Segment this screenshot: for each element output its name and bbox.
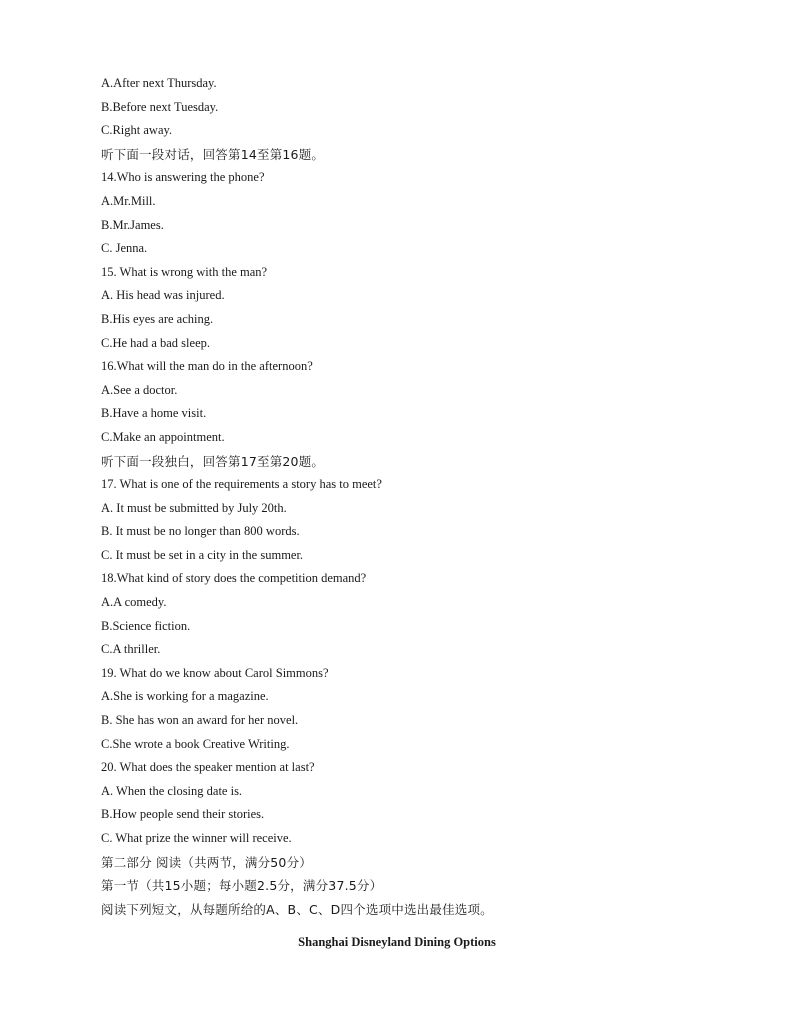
- text-line: C.Right away.: [101, 123, 173, 138]
- text-line: C. Jenna.: [101, 241, 148, 256]
- section-instruction: 第二部分 阅读（共两节，满分50分）: [101, 854, 312, 870]
- text-line: 19. What do we know about Carol Simmons?: [101, 665, 329, 680]
- document-body: [101, 72, 721, 921]
- text-line: B.How people send their stories.: [101, 807, 265, 822]
- text-line: 20. What does the speaker mention at last?: [101, 760, 315, 775]
- text-line: B.Before next Tuesday.: [101, 99, 219, 114]
- text-line: B.Mr.James.: [101, 217, 164, 232]
- text-line: 17. What is one of the requirements a story has to meet?: [101, 477, 382, 492]
- text-line: C.Make an appointment.: [101, 429, 225, 444]
- text-line: 14.Who is answering the phone?: [101, 170, 265, 185]
- text-line: A.See a doctor.: [101, 382, 178, 397]
- text-line: C.She wrote a book Creative Writing.: [101, 736, 290, 751]
- text-line: A.After next Thursday.: [101, 76, 217, 90]
- text-line: A. It must be submitted by July 20th.: [101, 500, 287, 515]
- text-line: A.A comedy.: [101, 595, 167, 610]
- text-line: B.His eyes are aching.: [101, 311, 214, 326]
- article-title: Shanghai Disneyland Dining Options: [298, 935, 496, 949]
- text-line: 18.What kind of story does the competition demand?: [101, 571, 367, 586]
- section-instruction: 听下面一段对话，回答第14至第16题。: [101, 146, 325, 162]
- text-line: 15. What is wrong with the man?: [101, 264, 268, 279]
- section-instruction: 阅读下列短文，从每题所给的A、B、C、D四个选项中选出最佳选项。: [101, 901, 493, 917]
- text-line: C. It must be set in a city in the summer.: [101, 547, 304, 562]
- text-line: B. She has won an award for her novel.: [101, 713, 299, 728]
- text-line: A.She is working for a magazine.: [101, 689, 269, 704]
- text-line: C.A thriller.: [101, 642, 161, 657]
- text-line: B.Science fiction.: [101, 618, 191, 633]
- text-line: C. What prize the winner will receive.: [101, 831, 292, 845]
- text-line: A. When the closing date is.: [101, 783, 243, 798]
- text-line: A. His head was injured.: [101, 288, 225, 303]
- section-instruction: 第一节（共15小题；每小题2.5分，满分37.5分）: [101, 878, 383, 894]
- text-line: 16.What will the man do in the afternoon?: [101, 359, 313, 374]
- text-line: B.Have a home visit.: [101, 406, 207, 421]
- text-line: C.He had a bad sleep.: [101, 335, 210, 350]
- section-instruction: 听下面一段独白，回答第17至第20题。: [101, 453, 325, 469]
- text-line: B. It must be no longer than 800 words.: [101, 524, 300, 539]
- text-line: A.Mr.Mill.: [101, 193, 156, 208]
